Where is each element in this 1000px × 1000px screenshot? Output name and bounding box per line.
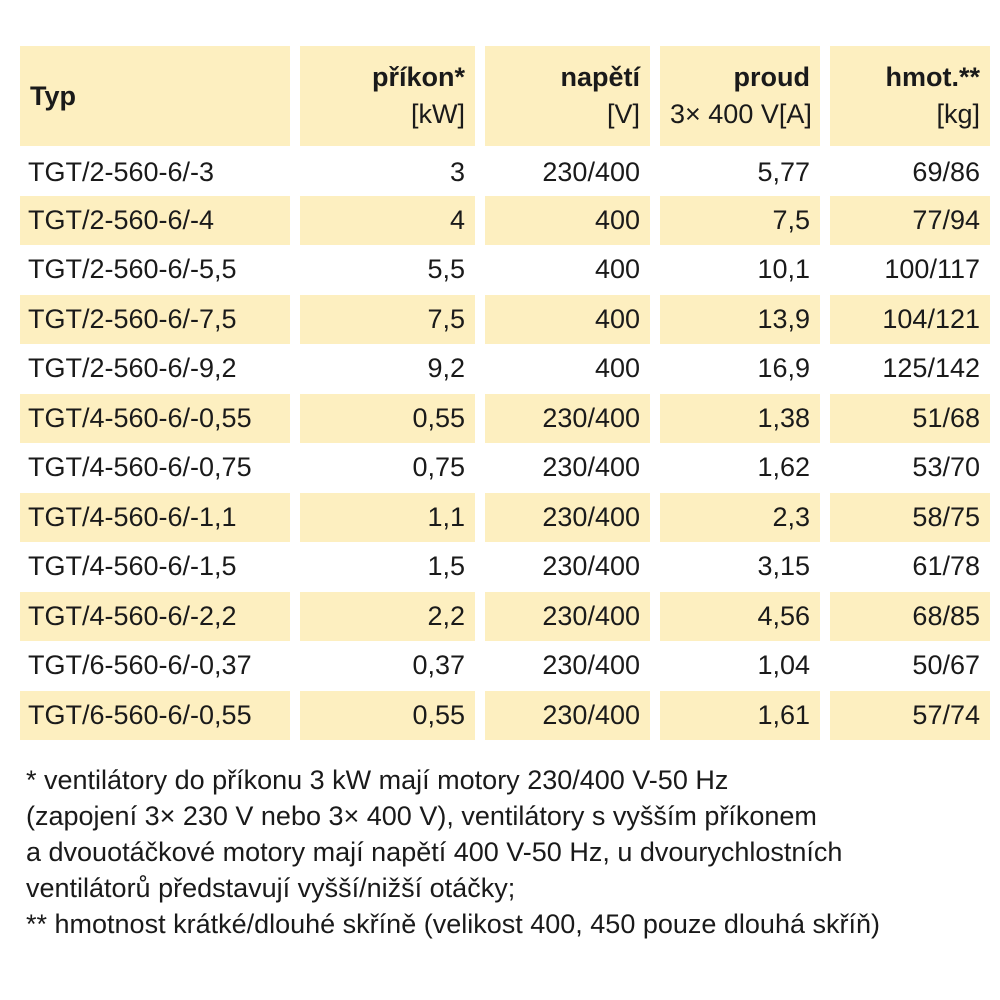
cell-napeti: 230/400 xyxy=(485,641,660,691)
cell-hmot: 68/85 xyxy=(830,592,990,642)
cell-hmot: 77/94 xyxy=(830,196,990,246)
spec-table-container xyxy=(20,46,990,740)
cell-napeti: 230/400 xyxy=(485,493,660,543)
header-prikon-unit: [kW] xyxy=(411,99,465,129)
table-body xyxy=(20,146,990,740)
cell-typ: TGT/4-560-6/-1,1 xyxy=(20,493,300,543)
cell-prikon: 5,5 xyxy=(300,245,485,295)
header-row xyxy=(20,46,990,146)
footnote-line: a dvouotáčkové motory mají napětí 400 V-50 Hz, u dvourychlostních xyxy=(26,837,843,867)
cell-hmot: 57/74 xyxy=(830,691,990,741)
cell-napeti: 400 xyxy=(485,344,660,394)
cell-hmot: 51/68 xyxy=(830,394,990,444)
cell-proud: 3,15 xyxy=(660,542,830,592)
cell-prikon: 0,55 xyxy=(300,691,485,741)
cell-prikon: 4 xyxy=(300,196,485,246)
cell-prikon: 1,5 xyxy=(300,542,485,592)
header-proud xyxy=(660,46,830,146)
cell-prikon: 7,5 xyxy=(300,295,485,345)
cell-hmot: 53/70 xyxy=(830,443,990,493)
cell-napeti: 230/400 xyxy=(485,443,660,493)
cell-typ: TGT/4-560-6/-0,75 xyxy=(20,443,300,493)
footnote-line: ventilátorů představují vyšší/nižší otáčky; xyxy=(26,873,516,903)
cell-napeti: 400 xyxy=(485,196,660,246)
cell-prikon: 0,37 xyxy=(300,641,485,691)
table-header xyxy=(20,46,990,146)
footnote-line: (zapojení 3× 230 V nebo 3× 400 V), ventilátory s vyšším příkonem xyxy=(26,801,817,831)
table-row xyxy=(20,443,990,493)
cell-typ: TGT/2-560-6/-7,5 xyxy=(20,295,300,345)
cell-napeti: 400 xyxy=(485,245,660,295)
footnote-line: * ventilátory do příkonu 3 kW mají motory 230/400 V-50 Hz xyxy=(26,765,729,795)
table-row xyxy=(20,344,990,394)
cell-proud: 1,62 xyxy=(660,443,830,493)
footnote-line: ** hmotnost krátké/dlouhé skříně (velikost 400, 450 pouze dlouhá skříň) xyxy=(26,909,880,939)
cell-napeti: 230/400 xyxy=(485,394,660,444)
cell-proud: 4,56 xyxy=(660,592,830,642)
cell-typ: TGT/6-560-6/-0,55 xyxy=(20,691,300,741)
table-row xyxy=(20,542,990,592)
table-row xyxy=(20,295,990,345)
cell-hmot: 61/78 xyxy=(830,542,990,592)
header-prikon xyxy=(300,46,485,146)
cell-hmot: 58/75 xyxy=(830,493,990,543)
cell-napeti: 400 xyxy=(485,295,660,345)
cell-napeti: 230/400 xyxy=(485,542,660,592)
cell-prikon: 1,1 xyxy=(300,493,485,543)
cell-proud: 13,9 xyxy=(660,295,830,345)
header-napeti-unit: [V] xyxy=(606,99,640,129)
header-prikon-title: příkon* xyxy=(371,62,465,92)
cell-proud: 1,61 xyxy=(660,691,830,741)
cell-napeti: 230/400 xyxy=(485,691,660,741)
cell-proud: 5,77 xyxy=(660,146,830,196)
cell-typ: TGT/4-560-6/-1,5 xyxy=(20,542,300,592)
cell-hmot: 125/142 xyxy=(830,344,990,394)
table-row xyxy=(20,196,990,246)
cell-prikon: 2,2 xyxy=(300,592,485,642)
cell-typ: TGT/4-560-6/-0,55 xyxy=(20,394,300,444)
cell-proud: 2,3 xyxy=(660,493,830,543)
table-row xyxy=(20,493,990,543)
cell-prikon: 0,55 xyxy=(300,394,485,444)
table-row xyxy=(20,146,990,196)
header-hmot xyxy=(830,46,990,146)
cell-hmot: 104/121 xyxy=(830,295,990,345)
cell-prikon: 9,2 xyxy=(300,344,485,394)
cell-typ: TGT/6-560-6/-0,37 xyxy=(20,641,300,691)
cell-proud: 16,9 xyxy=(660,344,830,394)
cell-proud: 1,38 xyxy=(660,394,830,444)
header-hmot-unit: [kg] xyxy=(936,99,980,129)
table-row xyxy=(20,641,990,691)
cell-hmot: 69/86 xyxy=(830,146,990,196)
cell-typ: TGT/2-560-6/-4 xyxy=(20,196,300,246)
cell-typ: TGT/2-560-6/-3 xyxy=(20,146,300,196)
header-hmot-title: hmot.** xyxy=(885,62,980,92)
header-typ-title: Typ xyxy=(30,80,76,111)
cell-proud: 7,5 xyxy=(660,196,830,246)
cell-napeti: 230/400 xyxy=(485,592,660,642)
spec-table xyxy=(20,46,990,740)
header-napeti-title: napětí xyxy=(560,62,640,92)
table-row xyxy=(20,394,990,444)
cell-proud: 1,04 xyxy=(660,641,830,691)
cell-proud: 10,1 xyxy=(660,245,830,295)
cell-napeti: 230/400 xyxy=(485,146,660,196)
cell-typ: TGT/2-560-6/-5,5 xyxy=(20,245,300,295)
cell-typ: TGT/2-560-6/-9,2 xyxy=(20,344,300,394)
cell-prikon: 3 xyxy=(300,146,485,196)
header-proud-unit: 3× 400 V[A] xyxy=(670,99,812,129)
table-row xyxy=(20,592,990,642)
cell-hmot: 100/117 xyxy=(830,245,990,295)
cell-prikon: 0,75 xyxy=(300,443,485,493)
header-typ xyxy=(20,46,300,146)
header-napeti xyxy=(485,46,660,146)
footnotes xyxy=(26,762,991,942)
table-row xyxy=(20,691,990,741)
cell-hmot: 50/67 xyxy=(830,641,990,691)
cell-typ: TGT/4-560-6/-2,2 xyxy=(20,592,300,642)
table-row xyxy=(20,245,990,295)
header-proud-title: proud xyxy=(733,62,810,92)
